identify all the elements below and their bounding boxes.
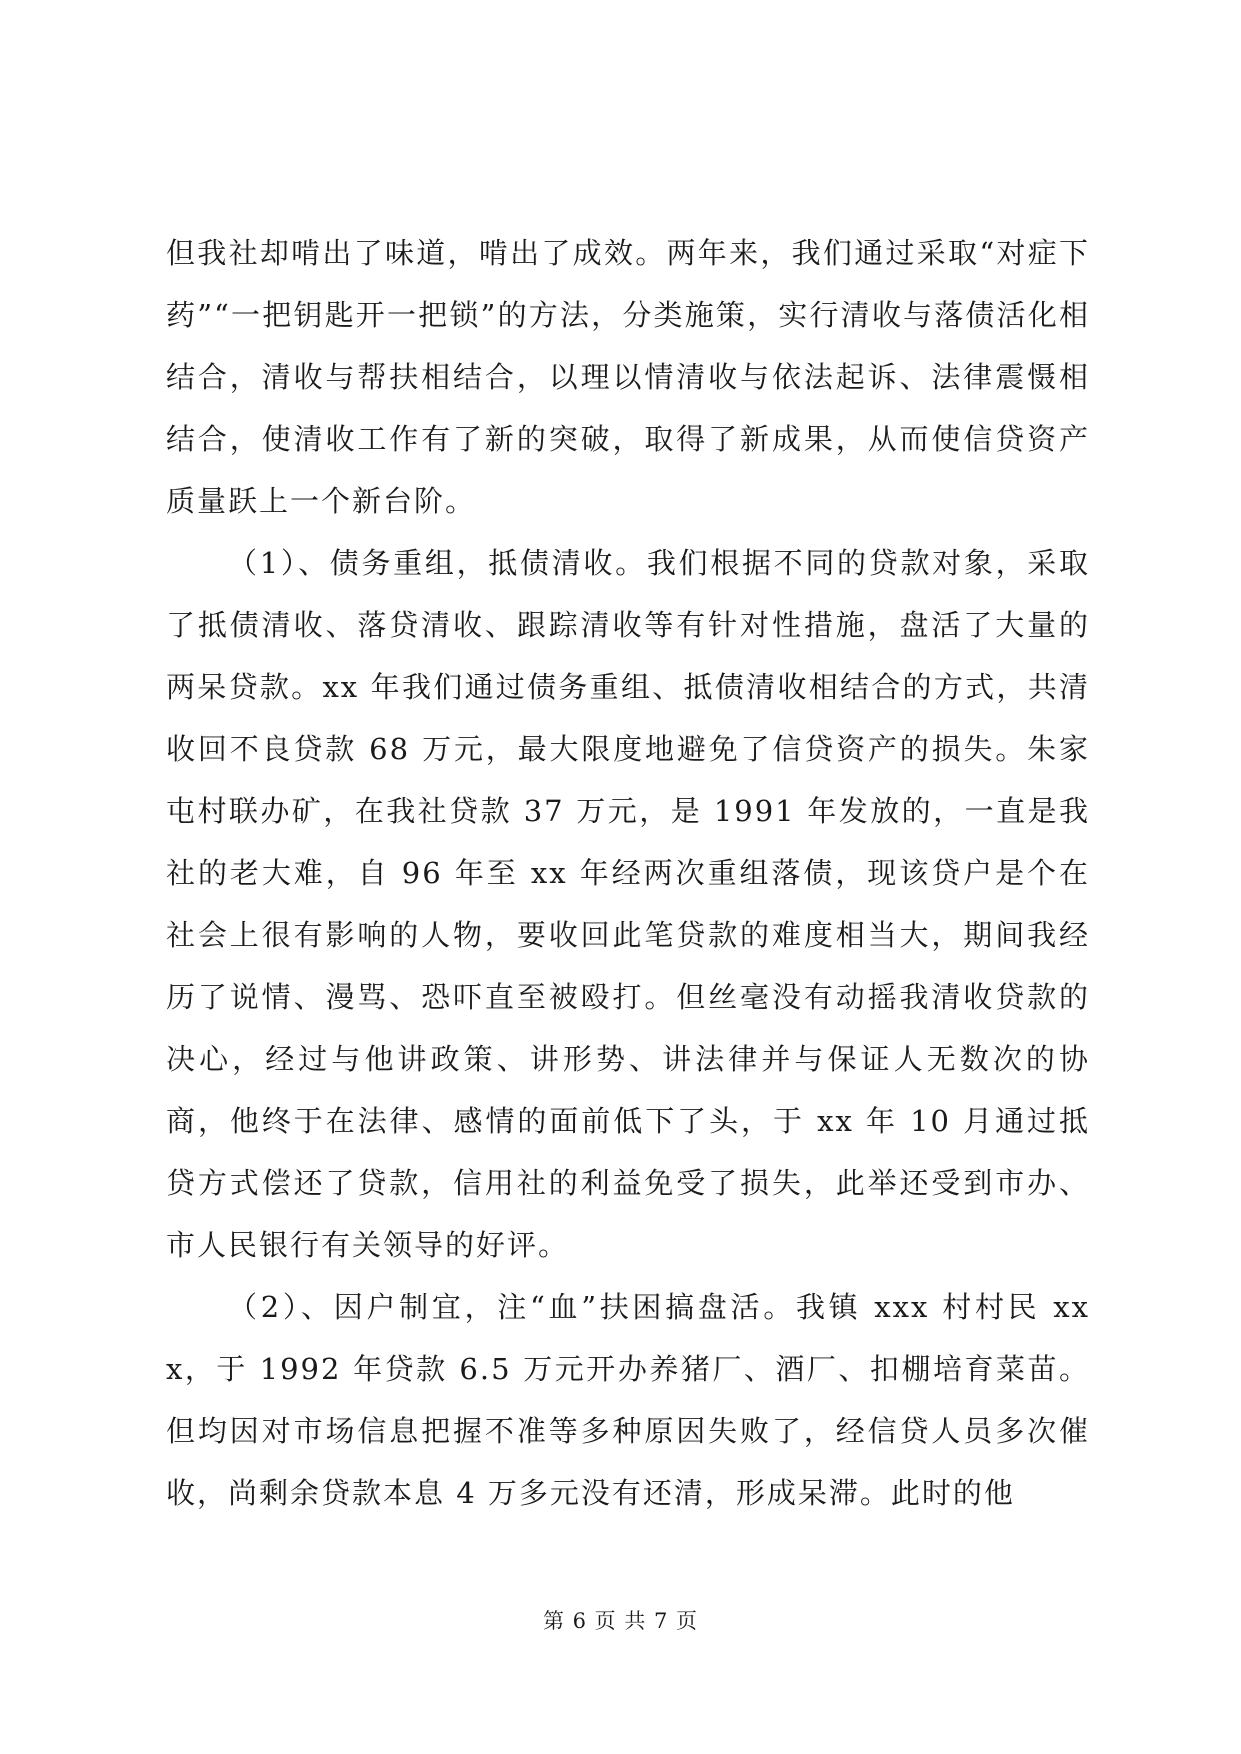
page-number-footer: 第 6 页 共 7 页 [542, 1609, 699, 1633]
document-body [166, 222, 1090, 1524]
paragraph-continuation: 但我社却啃出了味道，啃出了成效。两年来，我们通过采取“对症下药”“一把钥匙开一把锁”的方法，分类施策，实行清收与落债活化相结合，清收与帮扶相结合，以理以情清收与依法起诉、法律震慑相结合，使清收工作有了新的突破，取得了新成果，从而使信贷资产质量跃上一个新台阶。 [166, 236, 1090, 518]
paragraph-poverty-relief: （2）、因户制宜，注“血”扶困搞盘活。我镇 xxx 村村民 xxx，于 1992 年贷款 6.5 万元开办养猪厂、酒厂、扣棚培育菜苗。但均因对市场信息把握不准等多种原因失败了，经信贷人员多次催收，尚剩余贷款本息 4 万多元没有还清，形成呆滞。此时的他 [166, 1290, 1090, 1510]
paragraph-debt-restructuring: （1）、债务重组，抵债清收。我们根据不同的贷款对象，采取了抵债清收、落贷清收、跟踪清收等有针对性措施，盘活了大量的两呆贷款。xx 年我们通过债务重组、抵债清收相结合的方式，共清收回不良贷款 68 万元，最大限度地避免了信贷资产的损失。朱家屯村联办矿，在我社贷款 37 万元，是 1991 年发放的，一直是我社的老大难，自 96 年至 xx 年经两次重组落债，现该贷户是个在社会上很有影响的人物，要收回此笔贷款的难度相当大，期间我经历了说情、漫骂、恐吓直至被殴打。但丝毫没有动摇我清收贷款的决心，经过与他讲政策、讲形势、讲法律并与保证人无数次的协商，他终于在法律、感情的面前低下了头，于 xx 年 10 月通过抵贷方式偿还了贷款，信用社的利益免受了损失，此举还受到市办、市人民银行有关领导的好评。 [166, 546, 1090, 1262]
